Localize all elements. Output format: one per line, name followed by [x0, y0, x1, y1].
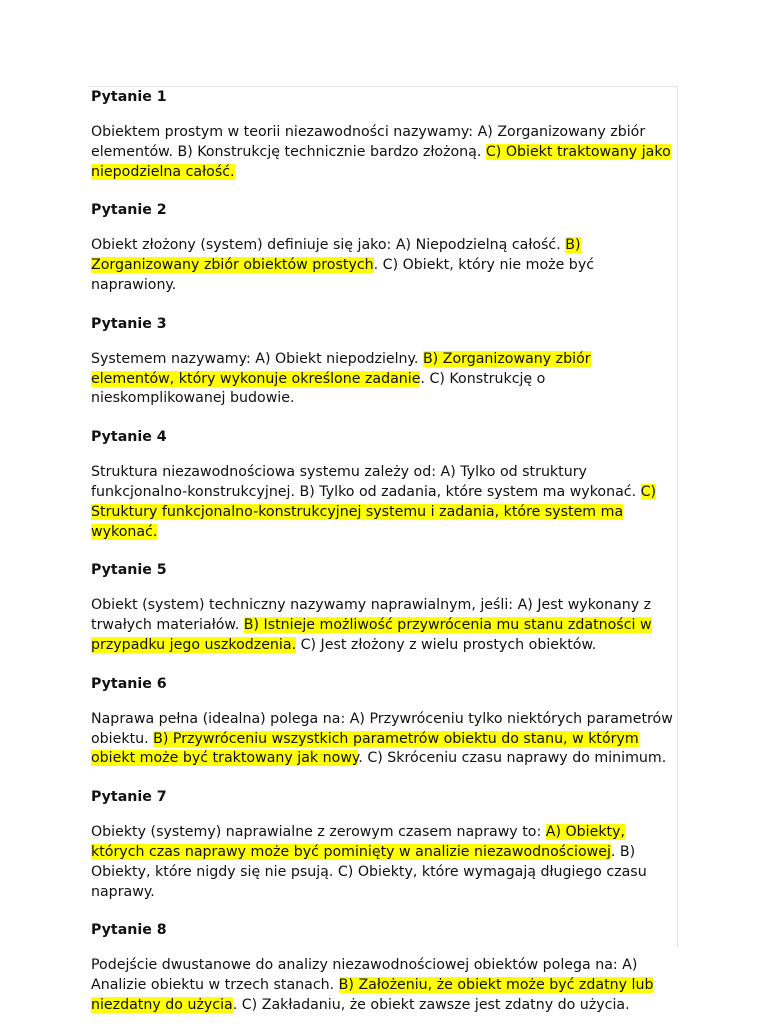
highlighted-answer: A) Obiekty, których czas naprawy może być pominięty w analizie niezawodnościowej	[91, 824, 626, 860]
question-text	[91, 236, 677, 295]
question-4	[91, 426, 677, 542]
question-text-segment: Obiekty (systemy) naprawialne z zerowym czasem naprawy to:	[91, 824, 546, 841]
document-content	[91, 86, 677, 1033]
highlighted-answer: B) Przywróceniu wszystkich parametrów obiektu do stanu, w którym obiekt może być traktowany jak nowy	[91, 730, 639, 767]
highlighted-answer: C) Obiekt traktowany jako niepodzielna całość.	[91, 143, 671, 180]
question-1	[91, 86, 677, 182]
question-title: Pytanie 7	[91, 789, 167, 806]
question-text	[91, 350, 677, 409]
question-text-segment: Struktura niezawodnościowa systemu zależy od: A) Tylko od struktury funkcjonalno-konstrukcyjnej. B) Tylko od zadania, które system ma wykonać.	[91, 464, 641, 500]
highlighted-answer: B) Istnieje możliwość przywrócenia mu stanu zdatności w przypadku jego uszkodzenia.	[91, 617, 652, 653]
question-8	[91, 919, 677, 1015]
question-title: Pytanie 8	[91, 922, 167, 939]
question-2	[91, 199, 677, 295]
question-text-segment: . C) Obiekt, który nie może być naprawiony.	[91, 257, 595, 293]
question-title: Pytanie 6	[91, 675, 167, 692]
question-text-segment: Naprawa pełna (idealna) polega na: A) Przywróceniu tylko niektórych parametrów obiektu.	[91, 710, 673, 747]
question-3	[91, 313, 677, 409]
question-title: Pytanie 4	[91, 429, 167, 446]
question-text-segment: Obiekt złożony (system) definiuje się jako: A) Niepodzielną całość.	[91, 237, 566, 254]
question-text-segment: Podejście dwustanowe do analizy niezawodnościowej obiektów polega na: A) Analizie obiektu w trzech stanach.	[91, 957, 638, 994]
question-text-segment: Obiekt (system) techniczny nazywamy naprawialnym, jeśli: A) Jest wykonany z trwałych materiałów.	[91, 597, 652, 634]
question-6	[91, 673, 677, 769]
question-text-segment: Systemem nazywamy: A) Obiekt niepodzielny.	[91, 350, 423, 367]
question-text-segment: . C) Skróceniu czasu naprawy do minimum.	[358, 750, 667, 767]
highlighted-answer: B) Zorganizowany zbiór elementów, który wykonuje określone zadanie	[91, 350, 591, 387]
question-text-segment: . C) Zakładaniu, że obiekt zawsze jest zdatny do użycia.	[232, 996, 630, 1013]
highlighted-answer: B) Zorganizowany zbiór obiektów prostych	[91, 237, 581, 274]
question-title: Pytanie 1	[91, 89, 167, 105]
question-text-segment: . B) Obiekty, które nigdy się nie psują. C) Obiekty, które wymagają długiego czasu naprawy.	[91, 843, 647, 900]
question-title: Pytanie 2	[91, 202, 167, 219]
question-text-segment: C) Jest złożony z wielu prostych obiektów.	[296, 636, 597, 653]
question-text-segment: Obiektem prostym w teorii niezawodności nazywamy: A) Zorganizowany zbiór elementów. B) Konstrukcję technicznie bardzo złożoną.	[91, 124, 646, 160]
question-5	[91, 559, 677, 655]
question-7	[91, 786, 677, 902]
question-text-segment: . C) Konstrukcję o nieskomplikowanej budowie.	[91, 370, 546, 407]
question-text	[91, 123, 677, 182]
question-title: Pytanie 5	[91, 562, 167, 579]
highlighted-answer: B) Założeniu, że obiekt może być zdatny lub niezdatny do użycia	[91, 977, 654, 1013]
question-title: Pytanie 3	[91, 315, 167, 332]
question-text	[91, 463, 677, 542]
question-text	[91, 956, 677, 1015]
question-text	[91, 596, 677, 655]
highlighted-answer: C) Struktury funkcjonalno-konstrukcyjnej systemu i zadania, które system ma wykonać.	[91, 483, 657, 540]
question-text	[91, 823, 677, 902]
question-text	[91, 710, 677, 769]
